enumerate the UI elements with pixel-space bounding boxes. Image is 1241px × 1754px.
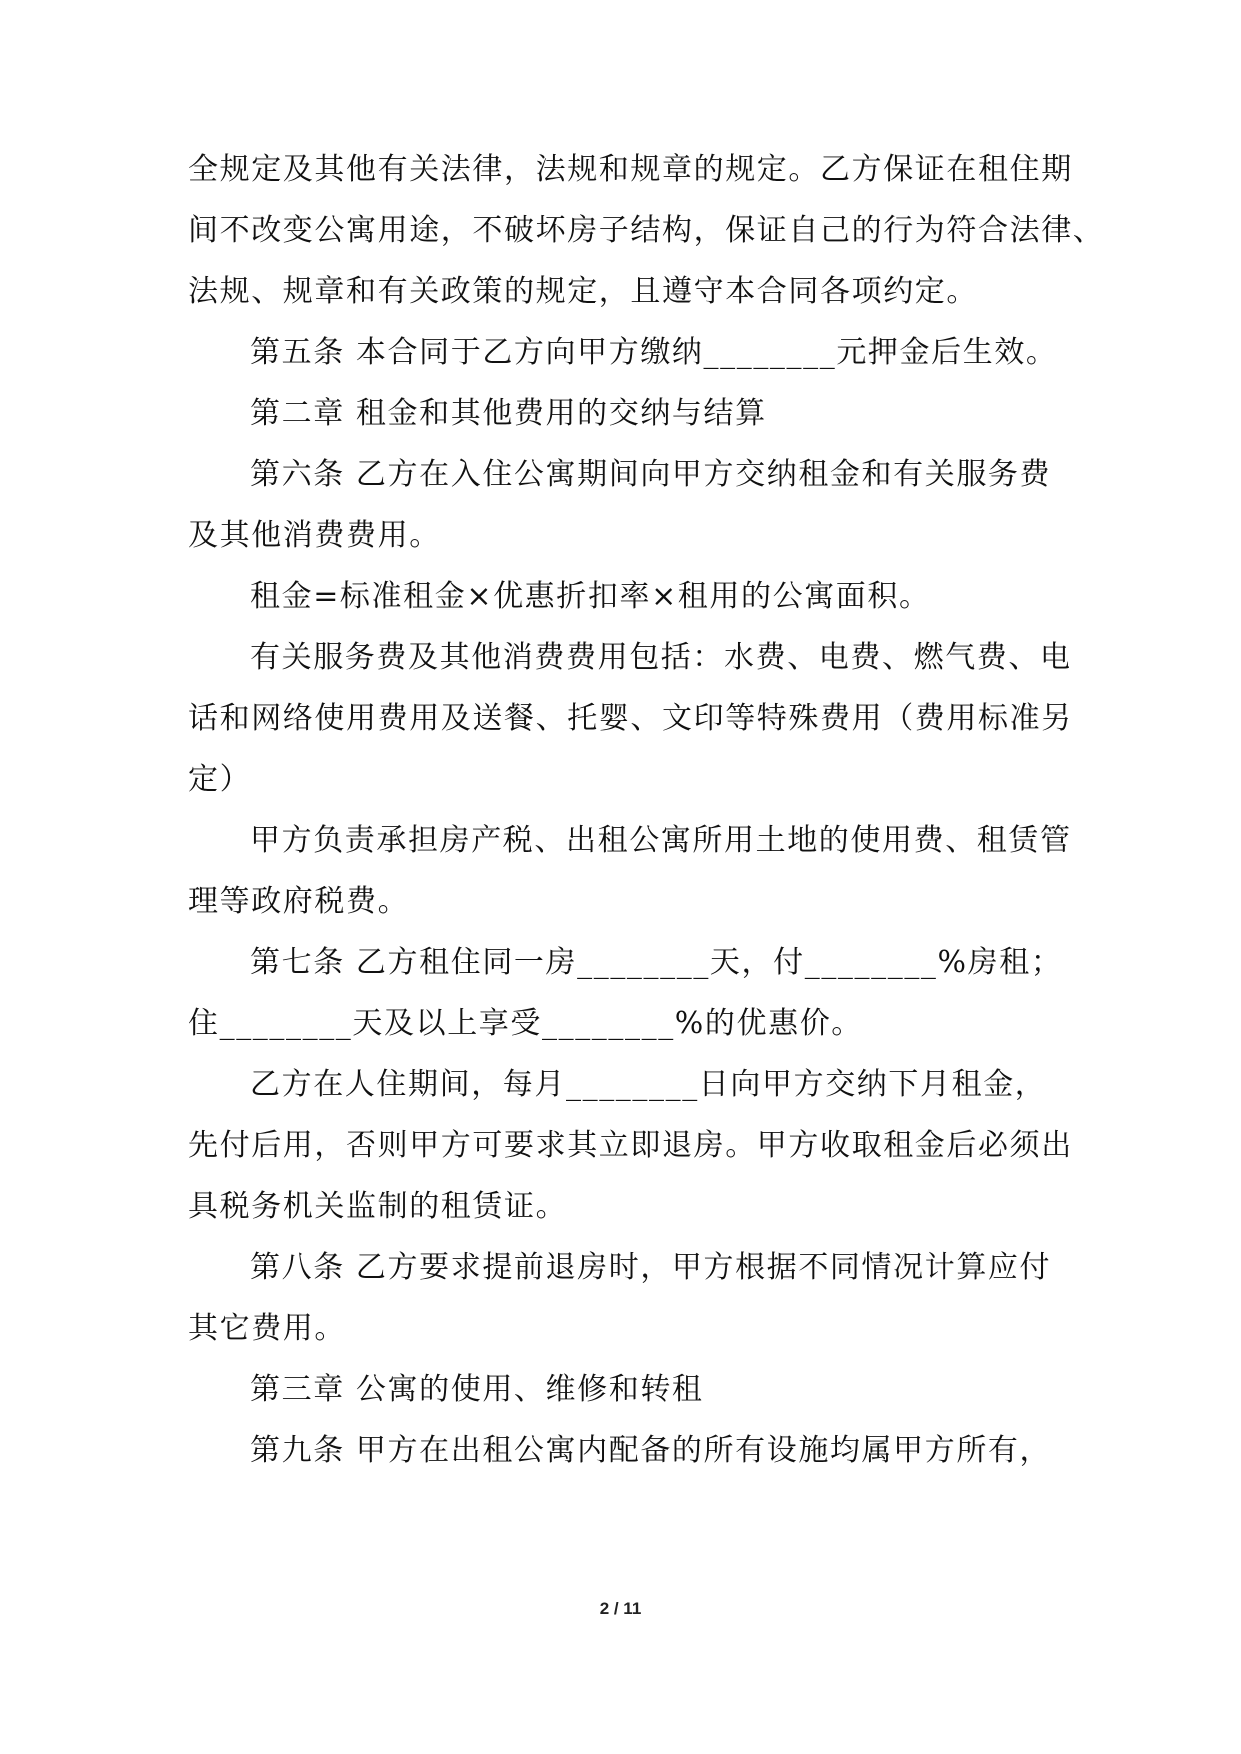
- text-line: 甲方负责承担房产税、出租公寓所用土地的使用费、租赁管: [250, 823, 1072, 858]
- chapter-2-heading: 第二章 租金和其他费用的交纳与结算: [250, 396, 767, 431]
- text-line: 间不改变公寓用途，不破坏房子结构，保证自己的行为符合法律、: [188, 213, 1105, 248]
- rent-formula: 租金=标准租金×优惠折扣率×租用的公寓面积。: [250, 579, 931, 614]
- text-line: 法规、规章和有关政策的规定，且遵守本合同各项约定。: [188, 274, 978, 309]
- text-line: 住________天及以上享受________%的优惠价。: [188, 1006, 863, 1041]
- text-line: 及其他消费费用。: [188, 518, 441, 553]
- text-line: 有关服务费及其他消费费用包括：水费、电费、燃气费、电: [250, 640, 1072, 675]
- text-line: 定）: [188, 762, 252, 797]
- article-5: 第五条 本合同于乙方向甲方缴纳________元押金后生效。: [250, 335, 1058, 370]
- article-6: 第六条 乙方在入住公寓期间向甲方交纳租金和有关服务费: [250, 457, 1052, 492]
- article-8: 第八条 乙方要求提前退房时，甲方根据不同情况计算应付: [250, 1250, 1052, 1285]
- text-line: 理等政府税费。: [188, 884, 410, 919]
- chapter-3-heading: 第三章 公寓的使用、维修和转租: [250, 1372, 704, 1407]
- text-line: 乙方在人住期间，每月________日向甲方交纳下月租金，: [250, 1067, 1047, 1102]
- text-line: 其它费用。: [188, 1311, 346, 1346]
- text-line: 具税务机关监制的租赁证。: [188, 1189, 568, 1224]
- text-line: 先付后用，否则甲方可要求其立即退房。甲方收取租金后必须出: [188, 1128, 1073, 1163]
- text-line: 话和网络使用费用及送餐、托婴、文印等特殊费用（费用标准另: [188, 701, 1073, 736]
- article-9: 第九条 甲方在出租公寓内配备的所有设施均属甲方所有，: [250, 1433, 1052, 1468]
- article-7: 第七条 乙方租住同一房________天，付________%房租；: [250, 945, 1063, 980]
- text-line: 全规定及其他有关法律，法规和规章的规定。乙方保证在租住期: [188, 152, 1073, 187]
- page-number: 2 / 11: [599, 1599, 642, 1618]
